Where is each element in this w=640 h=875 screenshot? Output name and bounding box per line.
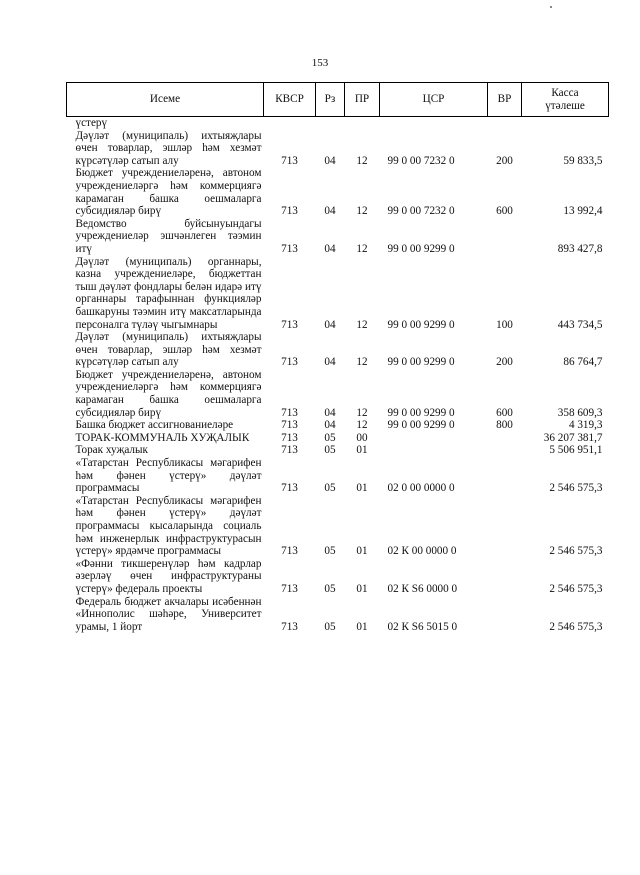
table-row — [67, 432, 609, 445]
cell-vr: 600 — [496, 406, 513, 419]
cell-sum: 2 546 575,3 — [549, 582, 603, 595]
cell-kvsr: 713 — [281, 482, 298, 495]
cell-csr: 99 0 00 7232 0 — [387, 154, 455, 167]
cell-sum: 893 427,8 — [557, 242, 603, 255]
cell-vr — [488, 218, 522, 256]
table-row — [67, 331, 609, 369]
table-row — [67, 117, 609, 130]
header-csr: ЦСР — [380, 83, 488, 117]
cell-csr: 99 0 00 7232 0 — [387, 205, 455, 218]
cell-vr — [488, 596, 522, 634]
table-row — [67, 419, 609, 432]
cell-kvsr: 713 — [281, 545, 298, 558]
cell-sum: 59 833,5 — [563, 154, 603, 167]
cell-kvsr: 713 — [281, 419, 298, 432]
cell-kvsr: 713 — [281, 406, 298, 419]
cell-pr: 01 — [356, 620, 368, 633]
cell-kvsr: 713 — [281, 356, 298, 369]
cell-name: Дәүләт (муниципаль) ихтыяҗлары өчен товарлар, эшләр һәм хезмәт күрсәтүләр сатып алу — [75, 331, 262, 369]
cell-pr: 00 — [356, 431, 368, 444]
header-sum-line2: үтәлеше — [545, 99, 585, 112]
cell-vr — [488, 558, 522, 596]
cell-name: Ведомство буйсынуындагы учреждениеләр эшчәнлеген тәэмин итү — [75, 217, 262, 255]
cell-name: Бюджет учреждениеләренә, автоном учреждениеләргә һәм коммерциягә карамаган башка оешмаларга субсидияләр бирү — [75, 167, 262, 218]
cell-vr: 800 — [496, 419, 513, 432]
cell-name: «Татарстан Республикасы мәгарифен һәм фәнен үстерү» дәүләт программасы кысаларында социаль һәм инженерлык инфраструктурасын үстерү» ярдәмче программасы — [75, 494, 262, 558]
cell-pr: 01 — [356, 545, 368, 558]
cell-rz: 04 — [324, 356, 336, 369]
cell-rz: 05 — [324, 482, 336, 495]
cell-rz: 04 — [324, 318, 336, 331]
cell-name: «Татарстан Республикасы мәгарифен һәм фәнен үстерү» дәүләт программасы — [75, 457, 262, 495]
cell-kvsr: 713 — [281, 242, 298, 255]
cell-kvsr: 713 — [281, 318, 298, 331]
cell-vr — [488, 444, 522, 457]
table-header — [67, 83, 609, 117]
cell-csr: 02 К S6 5015 0 — [387, 620, 458, 633]
cell-kvsr: 713 — [281, 205, 298, 218]
cell-rz: 04 — [324, 242, 336, 255]
cell-sum: 2 546 575,3 — [549, 482, 603, 495]
header-vr: ВР — [488, 83, 522, 117]
cell-csr: 99 0 00 9299 0 — [387, 406, 455, 419]
cell-rz — [316, 117, 345, 130]
cell-pr: 01 — [356, 482, 368, 495]
table-row — [67, 256, 609, 332]
cell-sum: 4 319,3 — [568, 419, 603, 432]
cell-sum: 2 546 575,3 — [549, 545, 603, 558]
cell-sum: 36 207 381,7 — [543, 431, 603, 444]
table-body — [67, 117, 609, 634]
cell-rz: 05 — [324, 582, 336, 595]
cell-name: Дәүләт (муниципаль) органнары, казна учреждениеләре, бюджеттан тыш дәүләт фондлары белән идарә итү органнары тарафыннан функцияләр башкаруны тәэмин итү максатларында персоналга түләү чыгымнары — [75, 255, 262, 331]
scan-speck — [550, 6, 552, 8]
budget-table — [66, 82, 609, 633]
cell-pr: 12 — [356, 242, 368, 255]
cell-csr: 02 0 00 0000 0 — [387, 482, 455, 495]
header-sum — [522, 83, 609, 117]
table-row — [67, 596, 609, 634]
cell-pr: 12 — [356, 154, 368, 167]
cell-pr: 12 — [356, 356, 368, 369]
cell-rz: 05 — [324, 620, 336, 633]
cell-kvsr: 713 — [281, 154, 298, 167]
cell-name: Башка бюджет ассигнованиеләре — [75, 419, 234, 432]
cell-vr — [488, 117, 522, 130]
header-sum-line1: Касса — [551, 86, 579, 99]
cell-csr: 99 0 00 9299 0 — [387, 356, 455, 369]
cell-pr — [345, 117, 380, 130]
table-row — [67, 130, 609, 168]
header-pr: ПР — [345, 83, 380, 117]
table-row — [67, 218, 609, 256]
cell-sum: 86 764,7 — [563, 356, 603, 369]
cell-name: үстерү — [75, 117, 108, 129]
cell-csr — [380, 432, 488, 445]
cell-vr: 600 — [496, 205, 513, 218]
cell-sum: 443 734,5 — [557, 318, 603, 331]
cell-csr: 02 К S6 0000 0 — [387, 582, 458, 595]
cell-vr — [488, 432, 522, 445]
header-name: Исеме — [67, 83, 264, 117]
cell-name: «Фәнни тикшеренүләр һәм кадрлар әзерләү өчен инфраструктураны үстерү» федераль проекты — [75, 557, 262, 595]
cell-sum: 2 546 575,3 — [549, 620, 603, 633]
cell-rz: 05 — [324, 444, 336, 457]
cell-name: ТОРАК-КОММУНАЛЬ ХУҖАЛЫК — [75, 431, 250, 444]
cell-rz: 04 — [324, 406, 336, 419]
header-rz: Рз — [316, 83, 345, 117]
cell-kvsr: 713 — [281, 444, 298, 457]
cell-rz: 04 — [324, 419, 336, 432]
page-number: 153 — [311, 57, 329, 69]
header-kvsr: КВСР — [264, 83, 316, 117]
cell-name: Федераль бюджет акчалары исәбеннән «Иннополис шәһәре, Университет урамы, 1 йорт — [75, 595, 262, 633]
cell-vr: 100 — [496, 318, 513, 331]
cell-pr: 12 — [356, 318, 368, 331]
cell-csr: 99 0 00 9299 0 — [387, 419, 455, 432]
cell-kvsr: 713 — [281, 620, 298, 633]
cell-kvsr — [264, 117, 316, 130]
cell-sum: 358 609,3 — [557, 406, 603, 419]
table-row — [67, 558, 609, 596]
cell-vr — [488, 495, 522, 558]
cell-csr: 02 К 00 0000 0 — [387, 545, 457, 558]
cell-name: Бюджет учреждениеләренә, автоном учреждениеләргә һәм коммерциягә карамаган башка оешмаларга субсидияләр бирү — [75, 368, 262, 419]
cell-name: Дәүләт (муниципаль) ихтыяҗлары өчен товарлар, эшләр һәм хезмәт күрсәтүләр сатып алу — [75, 129, 262, 167]
cell-rz: 05 — [324, 545, 336, 558]
cell-vr: 200 — [496, 356, 513, 369]
cell-pr: 01 — [356, 444, 368, 457]
cell-pr: 12 — [356, 406, 368, 419]
cell-vr — [488, 457, 522, 495]
cell-name: Торак хуҗалык — [75, 444, 148, 457]
cell-csr — [380, 117, 488, 130]
cell-pr: 01 — [356, 582, 368, 595]
cell-csr — [380, 444, 488, 457]
cell-kvsr: 713 — [281, 582, 298, 595]
cell-pr: 12 — [356, 419, 368, 432]
table-row — [67, 444, 609, 457]
table-row — [67, 369, 609, 419]
table-row — [67, 495, 609, 558]
cell-sum: 13 992,4 — [563, 205, 603, 218]
cell-pr: 12 — [356, 205, 368, 218]
table-row — [67, 457, 609, 495]
cell-sum — [522, 117, 609, 130]
cell-vr: 200 — [496, 154, 513, 167]
cell-rz: 04 — [324, 154, 336, 167]
cell-kvsr: 713 — [281, 431, 298, 444]
cell-csr: 99 0 00 9299 0 — [387, 242, 455, 255]
cell-sum: 5 506 951,1 — [549, 444, 603, 457]
cell-rz: 05 — [324, 431, 336, 444]
cell-rz: 04 — [324, 205, 336, 218]
cell-csr: 99 0 00 9299 0 — [387, 318, 455, 331]
table-row — [67, 167, 609, 217]
